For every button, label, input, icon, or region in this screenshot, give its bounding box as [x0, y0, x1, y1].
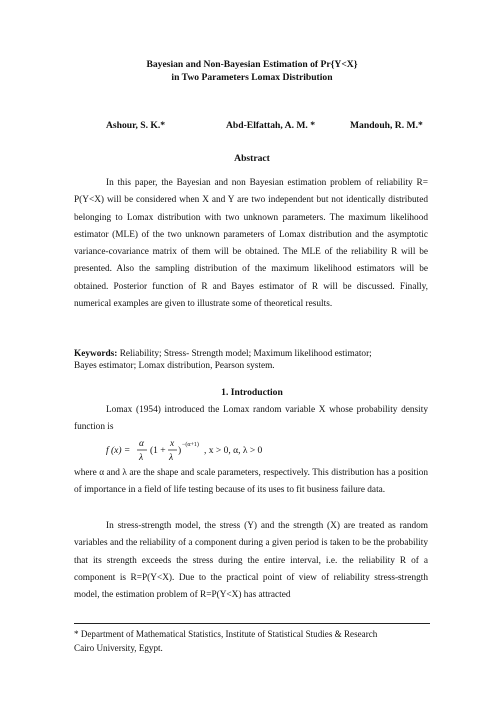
footnote	[74, 627, 434, 655]
author-1: Ashour, S. K.*	[106, 120, 166, 131]
abstract-text: In this paper, the Bayesian and non Bayesian estimation problem of reliability R= P(Y<X) will be considered when X and Y are two independent but not identically distributed belonging to Lomax distribution with two unknown parameters. The maximum likelihood estimator (MLE) of the two unknown parameters of Lomax distribution and the asymptotic variance-covariance matrix of them will be obtained. The MLE of the reliability R will be presented. Also the sampling distribution of the maximum likelihood estimators will be obtained. Posterior function of R and Bayes estimator of R will be discussed. Finally, numerical examples are given to illustrate some of theoretical results.	[74, 178, 428, 310]
keywords-line-1: Reliability; Stress- Strength model; Maximum likelihood estimator;	[119, 349, 372, 359]
author-3: Mandouh, R. M.*	[350, 120, 423, 131]
footnote-divider	[74, 623, 430, 624]
footnote-line-1: * Department of Mathematical Statistics, Institute of Statistical Studies & Research	[74, 629, 378, 639]
introduction-paragraph-2: where α and λ are the shape and scale parameters, respectively. This distribution has a position of importance in a field of life testing because of its uses to fit business failure data.	[74, 468, 428, 496]
formula-x-numerator: x	[170, 439, 175, 449]
paper-title-line-2: in Two Parameters Lomax Distribution	[171, 72, 333, 83]
keywords-label: Keywords:	[74, 349, 118, 359]
author-2: Abd-Elfattah, A. M. *	[226, 120, 316, 131]
introduction-paragraph-1: Lomax (1954) introduced the Lomax random variable X whose probability density function is	[74, 405, 428, 433]
formula-alpha-numerator: α	[139, 439, 144, 449]
keywords	[74, 348, 434, 372]
formula-exponent: −(α+1)	[182, 442, 199, 448]
paper-title-line-1: Bayesian and Non-Bayesian Estimation of Pr{Y<X}	[146, 59, 358, 70]
introduction-paragraph-3: In stress-strength model, the stress (Y) and the strength (X) are treated as random variables and the reliability of a component during a given period is taken to be the probability that its strength exceeds the stress during the entire interval, i.e. the reliability R of a component is R=P(Y<X). Due to the practical point of view of reliability stress-strength model, the estimation problem of R=P(Y<X) has attracted	[74, 521, 428, 601]
formula-conditions: , x > 0, α, λ > 0	[204, 446, 263, 456]
abstract-heading: Abstract	[234, 153, 270, 164]
formula-paren-open: (1 +	[150, 446, 166, 456]
formula-paren-close: )	[178, 446, 182, 456]
formula-lambda-denominator-2: λ	[169, 453, 174, 463]
footnote-line-2: Cairo University, Egypt.	[74, 643, 163, 653]
introduction-heading: 1. Introduction	[221, 387, 283, 398]
formula-lhs: f (x) =	[106, 446, 131, 456]
keywords-line-2: Bayes estimator; Lomax distribution, Pearson system.	[74, 361, 275, 371]
formula-lambda-denominator: λ	[139, 453, 144, 463]
lomax-pdf-formula	[106, 437, 306, 463]
